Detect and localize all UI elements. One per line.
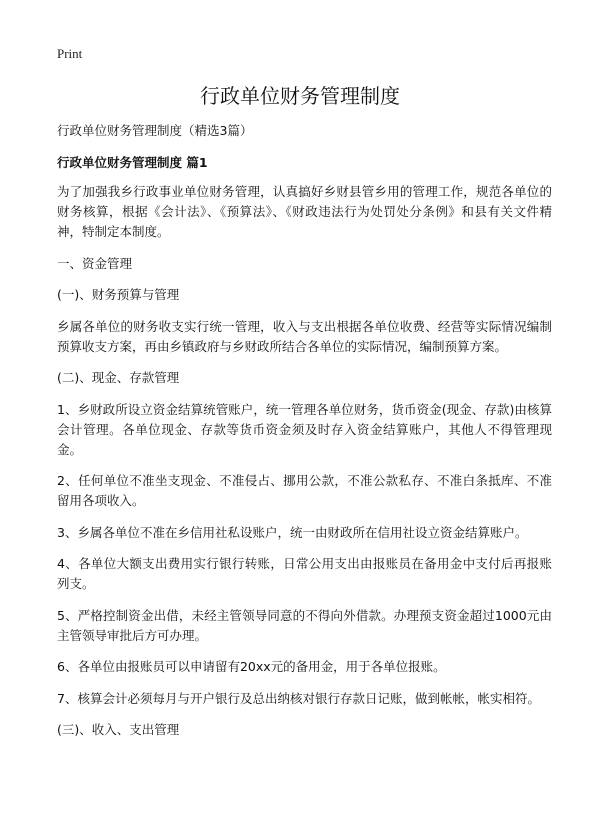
subheading-cash-deposits: (二)、现金、存款管理 [57,370,180,385]
document-body [57,182,552,752]
paragraph-intro: 为了加强我乡行政事业单位财务管理，认真搞好乡财县管乡用的管理工作，规范各单位的财务核算，根据《会计法》、《预算法》、《财政违法行为处罚处分条例》和县有关文件精神，特制定本制度。 [57,184,552,239]
document-title: 行政单位财务管理制度 [200,84,400,108]
document-subtitle: 行政单位财务管理制度（精选3篇） [57,123,253,138]
paragraph-item-3: 3、乡属各单位不准在乡信用社私设账户，统一由财政所在信用社设立资金结算账户。 [57,524,528,540]
subheading-budget: (一)、财务预算与管理 [57,287,180,302]
paragraph-item-6: 6、各单位由报账员可以申请留有20xx元的备用金，用于各单位报账。 [57,659,446,674]
heading-fund-management: 一、资金管理 [57,255,133,271]
subheading-income-expense: (三)、收入、支出管理 [57,722,180,737]
paragraph-item-7: 7、核算会计必须每月与开户银行及总出纳核对银行存款日记账，做到帐帐，帐实相符。 [57,690,540,706]
paragraph-item-5: 5、严格控制资金出借，未经主管领导同意的不得向外借款。办理预支资金超过1000元由主管领导审批后方可办理。 [57,607,552,643]
paragraph-item-4: 4、各单位大额支出费用实行银行转账，日常公用支出由报账员在备用金中支付后再报账列支。 [57,556,552,591]
paragraph-item-2: 2、任何单位不准坐支现金、不准侵占、挪用公款，不准公款私存、不准白条抵库、不准留用各项收入。 [57,473,552,508]
paragraph-item-1: 1、乡财政所设立资金结算统管账户，统一管理各单位财务，货币资金(现金、存款)由核算会计管理。各单位现金、存款等货币资金须及时存入资金结算账户，其他人不得管理现金。 [57,401,552,457]
print-label: Print [57,46,83,61]
paragraph-budget: 乡属各单位的财务收支实行统一管理，收入与支出根据各单位收费、经营等实际情况编制预算收支方案，再由乡镇政府与乡财政所结合各单位的实际情况，编制预算方案。 [57,318,552,354]
section-heading: 行政单位财务管理制度 篇1 [57,155,208,170]
